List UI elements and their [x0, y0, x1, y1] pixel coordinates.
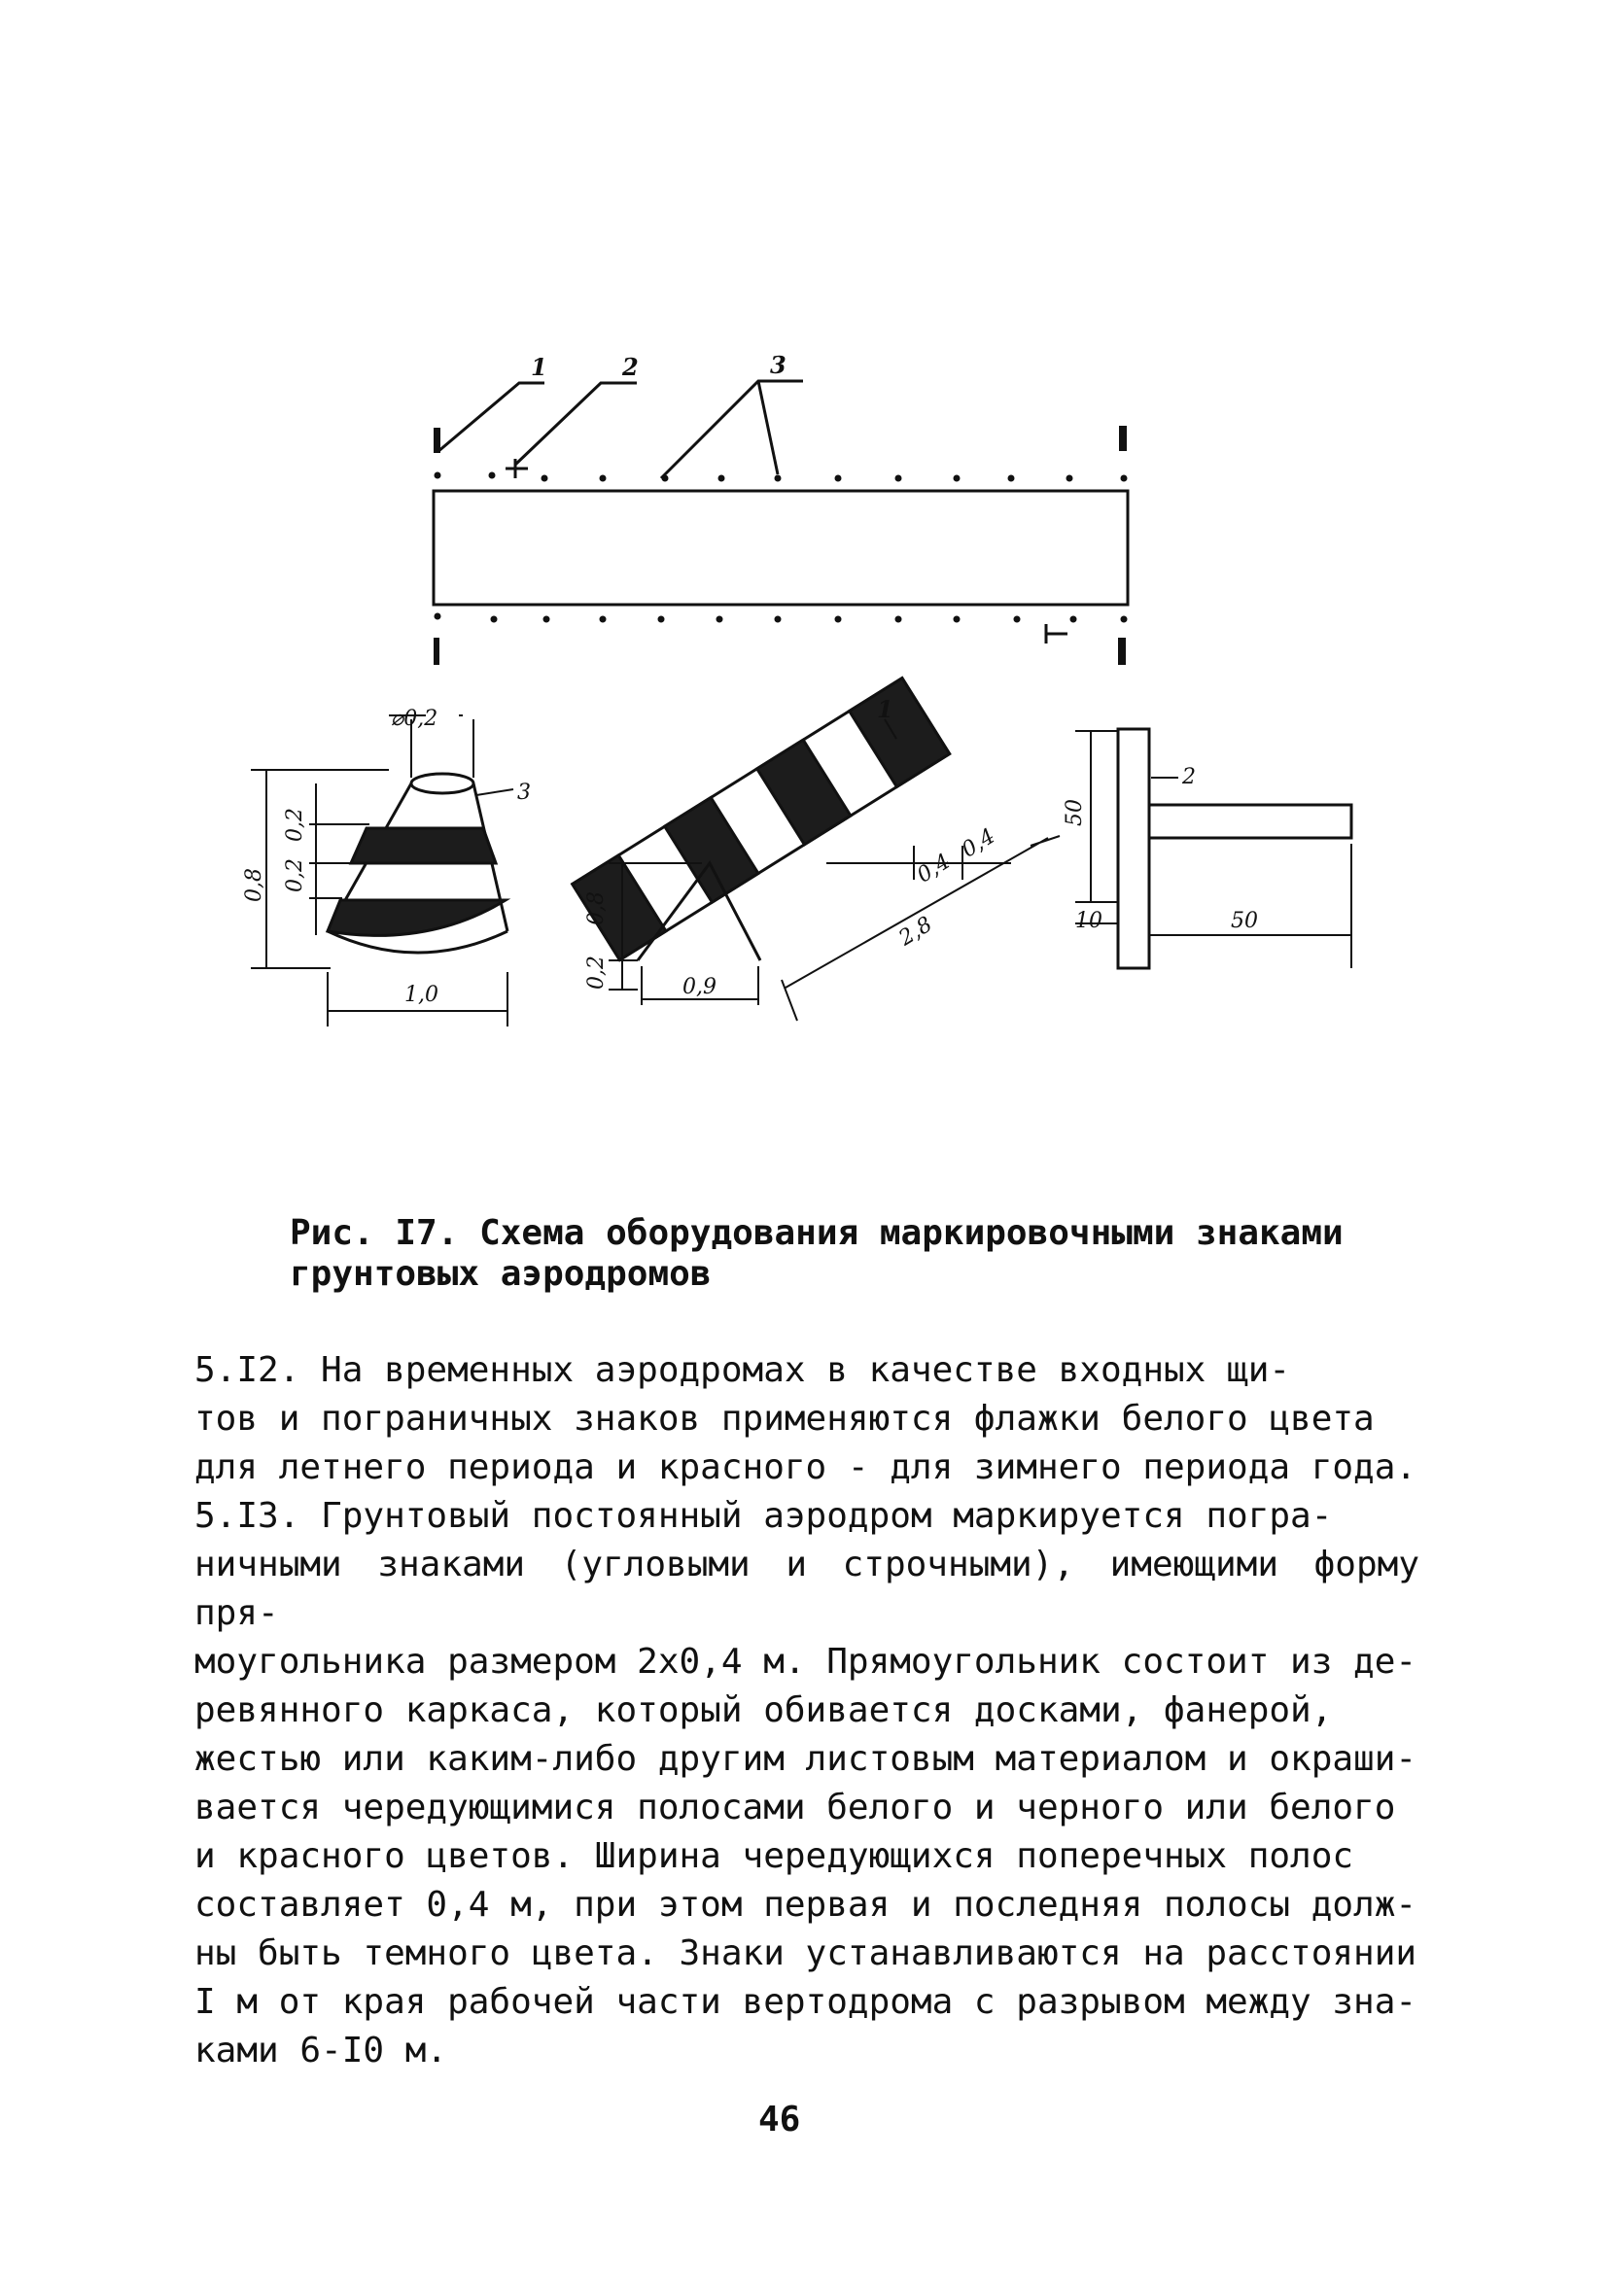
airfield-rectangle	[434, 491, 1128, 605]
flag-dim-post: 10	[1075, 909, 1102, 933]
callout-leader-2	[515, 383, 637, 465]
cone-dim-band: 0,2	[283, 808, 307, 842]
panel-dim-height: 0,8	[584, 891, 609, 925]
flag-dim-height: 50	[1063, 799, 1087, 826]
flag-cloth	[1149, 805, 1351, 838]
cone-dark-band	[351, 828, 496, 863]
flag-dim-width: 50	[1231, 909, 1258, 933]
panel-dim-length: 2,8	[894, 912, 937, 952]
paragraph-5-12: 5.I2. На временных аэродромах в качестве входных щи- тов и пограничных знаков применяются флажки белого цвета для летнего периода и красного - для зимнего периода года.	[194, 1350, 1417, 1487]
cone-callout: 3	[517, 781, 531, 805]
cone-dim-top: ⌀0,2	[391, 707, 438, 731]
border-markers-top	[435, 472, 1128, 482]
cone-dark-band	[328, 900, 506, 935]
cone-dim-height: 0,8	[242, 868, 266, 902]
callout-1: 1	[531, 353, 547, 381]
flag-post	[1118, 729, 1149, 968]
page-number: 46	[758, 2100, 801, 2139]
cone-dim-band: 0,2	[283, 858, 307, 892]
panel-callout: 1	[877, 695, 893, 723]
panel-dim-stripe: 0,4	[958, 823, 1000, 863]
panel-dim-gap: 0,2	[584, 956, 609, 990]
paragraph-5-13: 5.I3. Грунтовый постоянный аэродром маркируется погра- ничными знаками (угловыми и строчными), имеющими форму пря- моугольника размером 2х0,4 м. Прямоугольник состоит из де- ревянного каркаса, который обивается досками, фанерой, жестью или каким-либо другим листовым материалом и окраши- вается чередующимися полосами белого и черного или белого и красного цветов. Ширина чередующихся поперечных полос составляет 0,4 м, при этом первая и последняя полосы долж- ны быть темного цвета. Знаки устанавливаются на расстоянии I м от края рабочей части вертодрома с разрывом между зна- ками 6-I0 м.	[194, 1496, 1419, 2070]
airfield-plan	[434, 381, 1128, 665]
border-markers-bottom	[435, 613, 1128, 623]
figure-caption: Рис. I7. Схема оборудования маркировочными знаками грунтовых аэродромов	[290, 1213, 1344, 1294]
corner-mark	[1119, 426, 1127, 451]
flag-marker	[1075, 729, 1351, 968]
corner-mark	[434, 638, 439, 665]
callout-3: 3	[770, 351, 787, 379]
corner-mark	[1118, 638, 1126, 665]
marking-scheme-figure	[0, 0, 1608, 1118]
flag-callout: 2	[1182, 765, 1196, 789]
callout-leader-3	[661, 381, 803, 478]
cone-callout-leader	[476, 789, 513, 795]
callout-leader-1	[437, 383, 544, 452]
cone-dim-base: 1,0	[404, 983, 438, 1007]
panel-dim-stripe: 0,4	[913, 849, 956, 888]
callout-2: 2	[622, 353, 639, 381]
panel-dim-offset: 0,9	[682, 975, 717, 999]
